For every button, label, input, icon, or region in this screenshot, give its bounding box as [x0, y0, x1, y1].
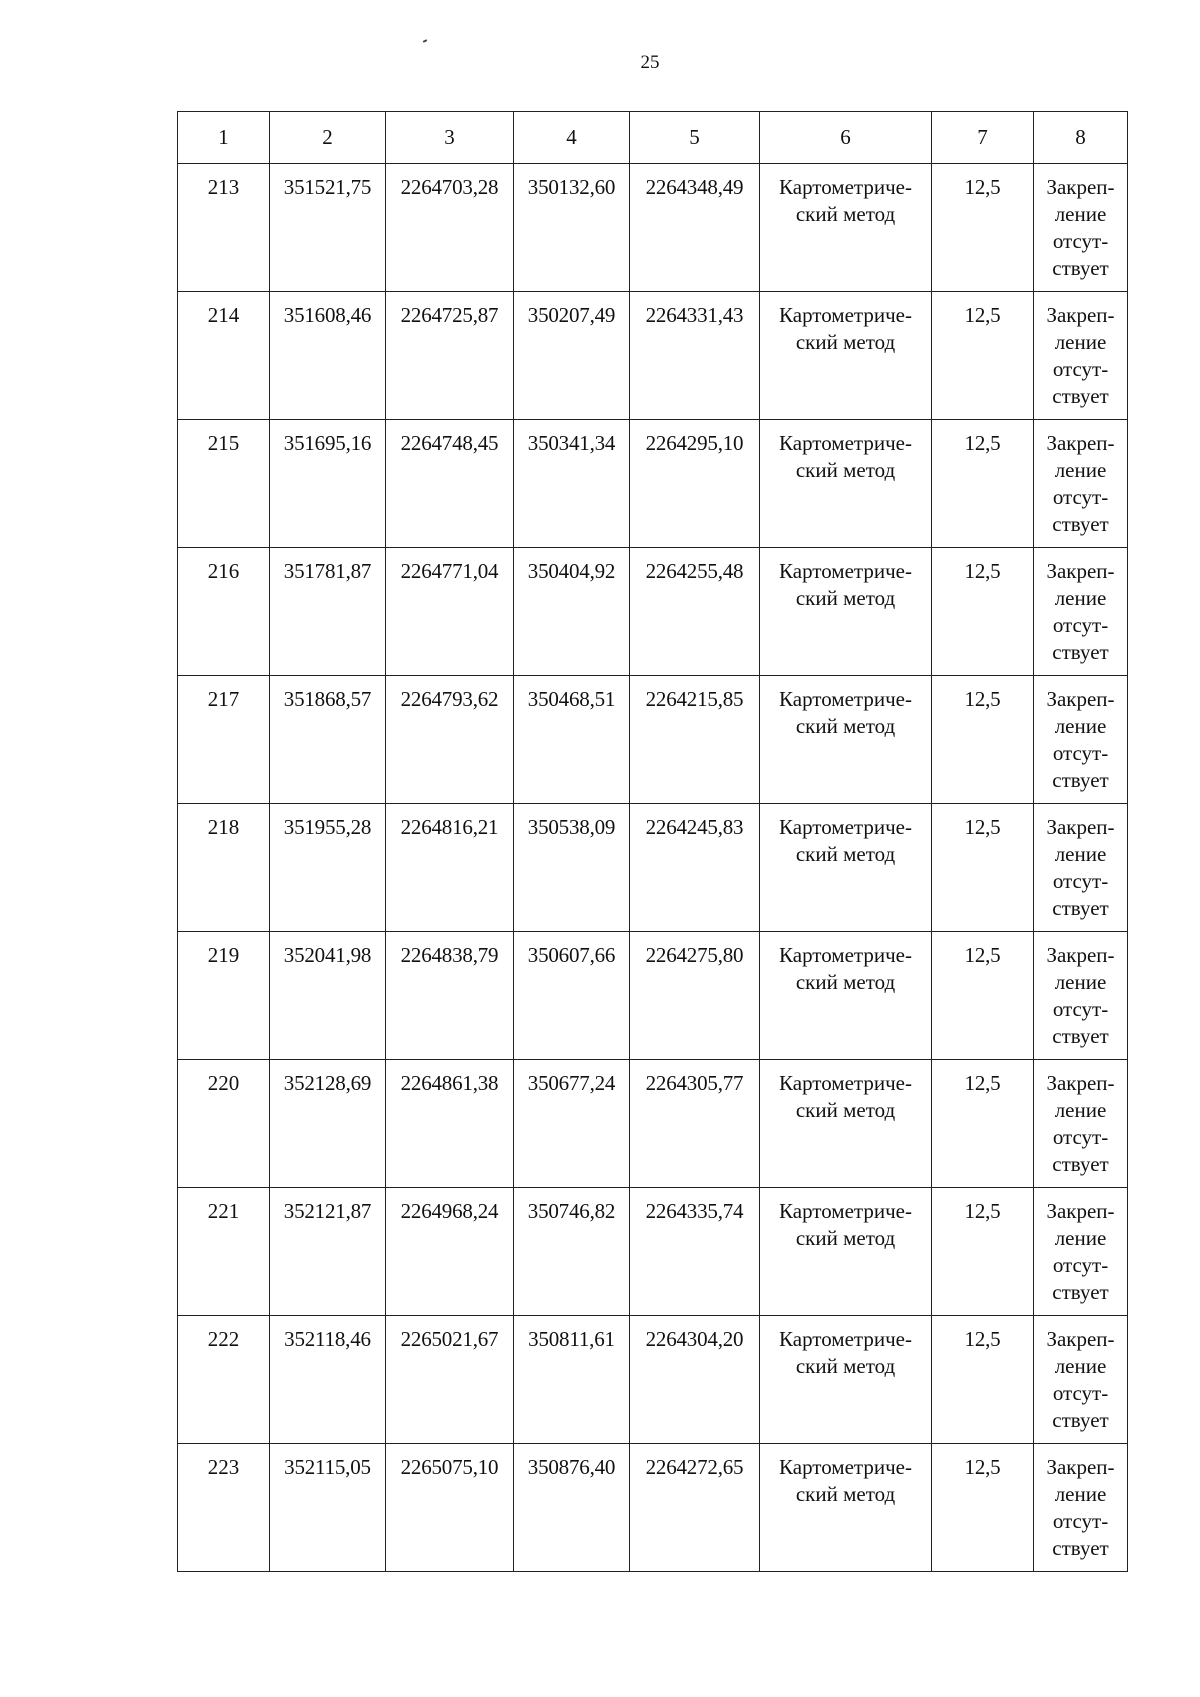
- fixation-line-1: Закреп-: [1046, 943, 1115, 967]
- table-row: [178, 1060, 1128, 1188]
- cell-col-3: 2264793,62: [386, 676, 514, 804]
- fixation-line-2: ление: [1054, 1354, 1107, 1378]
- cell-col-2: 352121,87: [270, 1188, 386, 1316]
- cell-col-4: 350746,82: [514, 1188, 630, 1316]
- cell-col-5: 2264295,10: [630, 420, 760, 548]
- header-col-7: 7: [932, 112, 1034, 164]
- fixation-line-3: отсут-: [1052, 1253, 1109, 1277]
- accuracy-cell: 12,5: [932, 676, 1034, 804]
- cell-col-5: 2264215,85: [630, 676, 760, 804]
- method-line-2: ский метод: [795, 330, 896, 354]
- fixation-cell: [1034, 1444, 1128, 1572]
- method-line-1: Картометриче-: [779, 1455, 912, 1479]
- fixation-line-4: ствует: [1052, 1536, 1109, 1560]
- cell-col-3: 2264816,21: [386, 804, 514, 932]
- table-row: [178, 420, 1128, 548]
- point-number: 217: [178, 676, 270, 804]
- method-cell: [760, 548, 932, 676]
- method-cell: [760, 1060, 932, 1188]
- fixation-cell: [1034, 1060, 1128, 1188]
- page-number: 25: [640, 52, 660, 73]
- fixation-line-2: ление: [1054, 1098, 1107, 1122]
- fixation-line-2: ление: [1054, 1482, 1107, 1506]
- fixation-line-2: ление: [1054, 1226, 1107, 1250]
- accuracy-cell: 12,5: [932, 164, 1034, 292]
- header-col-8: 8: [1034, 112, 1128, 164]
- fixation-line-1: Закреп-: [1046, 1455, 1115, 1479]
- cell-col-2: 351695,16: [270, 420, 386, 548]
- cell-col-5: 2264304,20: [630, 1316, 760, 1444]
- fixation-line-3: отсут-: [1052, 357, 1109, 381]
- method-cell: [760, 164, 932, 292]
- method-cell: [760, 1316, 932, 1444]
- header-col-2: 2: [270, 112, 386, 164]
- fixation-line-3: отсут-: [1052, 613, 1109, 637]
- method-line-1: Картометриче-: [779, 559, 912, 583]
- fixation-line-3: отсут-: [1052, 1509, 1109, 1533]
- cell-col-5: 2264275,80: [630, 932, 760, 1060]
- table-body: [178, 164, 1128, 1572]
- method-cell: [760, 676, 932, 804]
- accuracy-cell: 12,5: [932, 1188, 1034, 1316]
- accuracy-cell: 12,5: [932, 1444, 1034, 1572]
- table-header-row: [178, 112, 1128, 164]
- cell-col-3: 2264748,45: [386, 420, 514, 548]
- point-number: 221: [178, 1188, 270, 1316]
- fixation-line-3: отсут-: [1052, 485, 1109, 509]
- cell-col-3: 2264838,79: [386, 932, 514, 1060]
- fixation-line-1: Закреп-: [1046, 687, 1115, 711]
- cell-col-4: 350207,49: [514, 292, 630, 420]
- point-number: 222: [178, 1316, 270, 1444]
- fixation-line-4: ствует: [1052, 1408, 1109, 1432]
- fixation-line-1: Закреп-: [1046, 431, 1115, 455]
- fixation-line-1: Закреп-: [1046, 815, 1115, 839]
- method-line-2: ский метод: [795, 1098, 896, 1122]
- method-line-2: ский метод: [795, 1354, 896, 1378]
- accuracy-cell: 12,5: [932, 548, 1034, 676]
- method-line-1: Картометриче-: [779, 1327, 912, 1351]
- cell-col-4: 350876,40: [514, 1444, 630, 1572]
- fixation-line-2: ление: [1054, 842, 1107, 866]
- table-row: [178, 164, 1128, 292]
- cell-col-2: 352118,46: [270, 1316, 386, 1444]
- point-number: 216: [178, 548, 270, 676]
- table-row: [178, 804, 1128, 932]
- cell-col-2: 352041,98: [270, 932, 386, 1060]
- cell-col-5: 2264348,49: [630, 164, 760, 292]
- fixation-line-4: ствует: [1052, 384, 1109, 408]
- cell-col-2: 351955,28: [270, 804, 386, 932]
- method-line-2: ский метод: [795, 586, 896, 610]
- accuracy-cell: 12,5: [932, 1316, 1034, 1444]
- fixation-line-3: отсут-: [1052, 229, 1109, 253]
- cell-col-3: 2265021,67: [386, 1316, 514, 1444]
- fixation-line-3: отсут-: [1052, 1125, 1109, 1149]
- fixation-line-4: ствует: [1052, 256, 1109, 280]
- fixation-line-2: ление: [1054, 330, 1107, 354]
- fixation-line-4: ствует: [1052, 1280, 1109, 1304]
- point-number: 220: [178, 1060, 270, 1188]
- cell-col-2: 351608,46: [270, 292, 386, 420]
- accuracy-cell: 12,5: [932, 420, 1034, 548]
- point-number: 223: [178, 1444, 270, 1572]
- cell-col-4: 350607,66: [514, 932, 630, 1060]
- point-number: 214: [178, 292, 270, 420]
- fixation-line-3: отсут-: [1052, 1381, 1109, 1405]
- header-col-4: 4: [514, 112, 630, 164]
- method-line-2: ский метод: [795, 970, 896, 994]
- fixation-cell: [1034, 1316, 1128, 1444]
- point-number: 213: [178, 164, 270, 292]
- method-line-1: Картометриче-: [779, 1199, 912, 1223]
- cell-col-5: 2264331,43: [630, 292, 760, 420]
- method-cell: [760, 804, 932, 932]
- cell-col-4: 350811,61: [514, 1316, 630, 1444]
- cell-col-4: 350538,09: [514, 804, 630, 932]
- table-row: [178, 676, 1128, 804]
- fixation-line-1: Закреп-: [1046, 1199, 1115, 1223]
- method-line-2: ский метод: [795, 1226, 896, 1250]
- fixation-line-4: ствует: [1052, 1152, 1109, 1176]
- cell-col-3: 2264861,38: [386, 1060, 514, 1188]
- method-line-1: Картометриче-: [779, 175, 912, 199]
- cell-col-5: 2264245,83: [630, 804, 760, 932]
- cell-col-3: 2265075,10: [386, 1444, 514, 1572]
- fixation-line-1: Закреп-: [1046, 175, 1115, 199]
- method-cell: [760, 1444, 932, 1572]
- method-line-1: Картометриче-: [779, 943, 912, 967]
- method-line-2: ский метод: [795, 458, 896, 482]
- fixation-line-2: ление: [1054, 970, 1107, 994]
- method-line-1: Картометриче-: [779, 303, 912, 327]
- fixation-line-4: ствует: [1052, 896, 1109, 920]
- cell-col-3: 2264703,28: [386, 164, 514, 292]
- table-row: [178, 1188, 1128, 1316]
- cell-col-4: 350677,24: [514, 1060, 630, 1188]
- cell-col-2: 351781,87: [270, 548, 386, 676]
- cell-col-4: 350468,51: [514, 676, 630, 804]
- fixation-cell: [1034, 676, 1128, 804]
- fixation-line-3: отсут-: [1052, 997, 1109, 1021]
- cell-col-4: 350132,60: [514, 164, 630, 292]
- cell-col-5: 2264272,65: [630, 1444, 760, 1572]
- fixation-line-1: Закреп-: [1046, 303, 1115, 327]
- accuracy-cell: 12,5: [932, 804, 1034, 932]
- fixation-line-3: отсут-: [1052, 741, 1109, 765]
- method-line-2: ский метод: [795, 714, 896, 738]
- cell-col-4: 350404,92: [514, 548, 630, 676]
- fixation-line-4: ствует: [1052, 512, 1109, 536]
- cell-col-3: 2264725,87: [386, 292, 514, 420]
- cell-col-5: 2264305,77: [630, 1060, 760, 1188]
- table-row: [178, 292, 1128, 420]
- table-row: [178, 548, 1128, 676]
- cell-col-5: 2264335,74: [630, 1188, 760, 1316]
- method-line-2: ский метод: [795, 842, 896, 866]
- fixation-line-4: ствует: [1052, 768, 1109, 792]
- fixation-line-1: Закреп-: [1046, 559, 1115, 583]
- fixation-line-2: ление: [1054, 202, 1107, 226]
- cell-col-3: 2264968,24: [386, 1188, 514, 1316]
- fixation-cell: [1034, 420, 1128, 548]
- fixation-line-2: ление: [1054, 714, 1107, 738]
- point-number: 218: [178, 804, 270, 932]
- table-row: [178, 1316, 1128, 1444]
- method-line-1: Картометриче-: [779, 431, 912, 455]
- cell-col-5: 2264255,48: [630, 548, 760, 676]
- fixation-line-3: отсут-: [1052, 869, 1109, 893]
- fixation-line-4: ствует: [1052, 1024, 1109, 1048]
- cell-col-2: 351521,75: [270, 164, 386, 292]
- accuracy-cell: 12,5: [932, 1060, 1034, 1188]
- accuracy-cell: 12,5: [932, 932, 1034, 1060]
- header-col-5: 5: [630, 112, 760, 164]
- header-col-6: 6: [760, 112, 932, 164]
- fixation-cell: [1034, 548, 1128, 676]
- fixation-line-2: ление: [1054, 458, 1107, 482]
- fixation-line-2: ление: [1054, 586, 1107, 610]
- fixation-cell: [1034, 804, 1128, 932]
- method-line-2: ский метод: [795, 202, 896, 226]
- fixation-cell: [1034, 1188, 1128, 1316]
- method-cell: [760, 420, 932, 548]
- table-row: [178, 1444, 1128, 1572]
- method-line-1: Картометриче-: [779, 1071, 912, 1095]
- cell-col-2: 351868,57: [270, 676, 386, 804]
- header-col-3: 3: [386, 112, 514, 164]
- accuracy-cell: 12,5: [932, 292, 1034, 420]
- fixation-cell: [1034, 292, 1128, 420]
- scan-speck: [423, 39, 427, 43]
- table-row: [178, 932, 1128, 1060]
- cell-col-2: 352115,05: [270, 1444, 386, 1572]
- fixation-cell: [1034, 932, 1128, 1060]
- fixation-cell: [1034, 164, 1128, 292]
- cell-col-4: 350341,34: [514, 420, 630, 548]
- method-line-1: Картометриче-: [779, 687, 912, 711]
- cell-col-2: 352128,69: [270, 1060, 386, 1188]
- fixation-line-4: ствует: [1052, 640, 1109, 664]
- method-cell: [760, 292, 932, 420]
- method-line-2: ский метод: [795, 1482, 896, 1506]
- point-number: 219: [178, 932, 270, 1060]
- coordinates-table: [177, 111, 1128, 1572]
- fixation-line-1: Закреп-: [1046, 1071, 1115, 1095]
- fixation-line-1: Закреп-: [1046, 1327, 1115, 1351]
- point-number: 215: [178, 420, 270, 548]
- method-cell: [760, 1188, 932, 1316]
- method-cell: [760, 932, 932, 1060]
- cell-col-3: 2264771,04: [386, 548, 514, 676]
- method-line-1: Картометриче-: [779, 815, 912, 839]
- header-col-1: 1: [178, 112, 270, 164]
